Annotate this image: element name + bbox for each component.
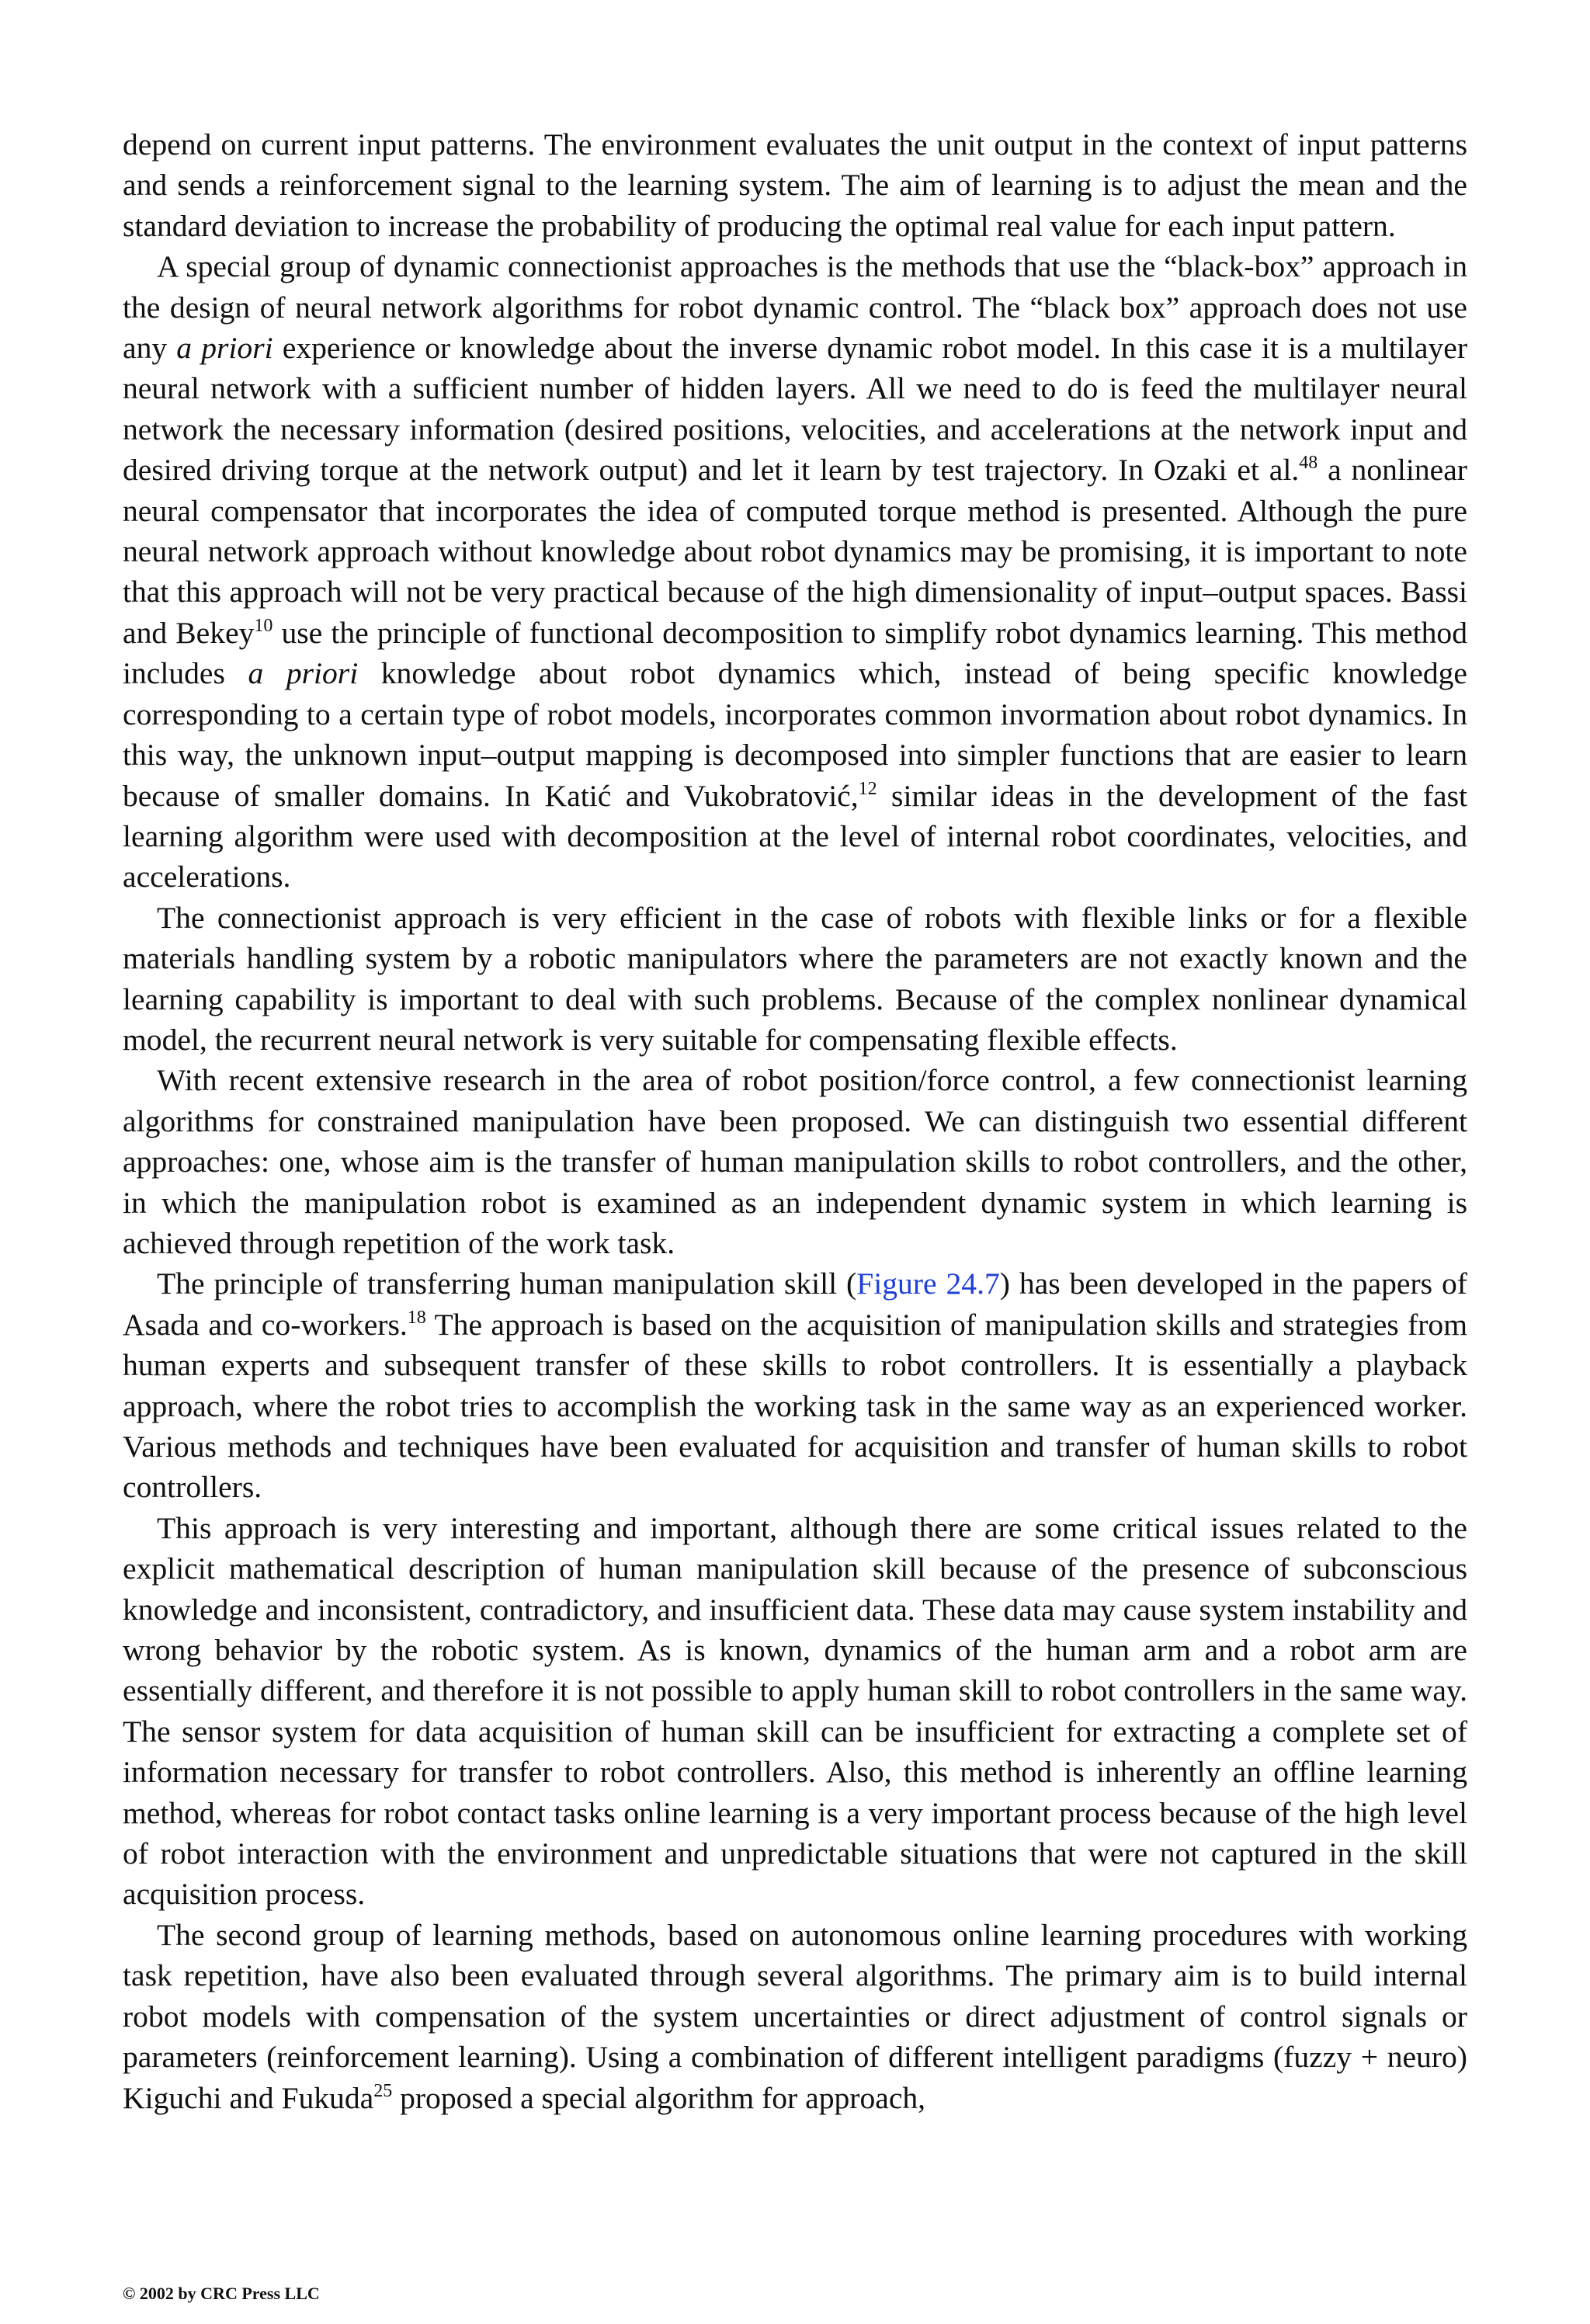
figure-link[interactable]: Figure 24.7: [856, 1266, 1000, 1301]
text-run: use the principle of functional decomposition to simplify robot dynamics learning. This method includes: [123, 615, 1467, 691]
text-run: a nonlinear neural compensator that incorporates the idea of computed torque method is presented. Although the pure neural network approach without knowledge about robot dynamics may be promising, it is important to note that this approach will not be very practical because of the high dimensionality of input–output spaces. Bassi and Bekey: [123, 453, 1467, 650]
paragraph-1: [123, 124, 1467, 246]
text-run: With recent extensive research in the area of robot position/force control, a few connectionist learning algorithms for constrained manipulation have been proposed. We can distinguish two essential different approaches: one, whose aim is the transfer of human manipulation skills to robot controllers, and the other, in which the manipulation robot is examined as an independent dynamic system in which learning is achieved through repetition of the work task.: [123, 1063, 1467, 1260]
text-run: proposed a special algorithm for approach,: [392, 2080, 926, 2115]
text-run: experience or knowledge about the inverse dynamic robot model. In this case it is a multilayer neural network with a sufficient number of hidden layers. All we need to do is feed the multilayer neural network the necessary information (desired positions, velocities, and accelerations at the network input and desired driving torque at the network output) and let it learn by test trajectory. In Ozaki et al.: [123, 331, 1467, 488]
text-run: The second group of learning methods, based on autonomous online learning procedures with working task repetition, have also been evaluated through several algorithms. The primary aim is to build internal robot models with compensation of the system uncertainties or direct adjustment of control signals or parameters (reinforcement learning). Using a combination of different intelligent paradigms (fuzzy + neuro) Kiguchi and Fukuda: [123, 1917, 1467, 2115]
citation-superscript: 18: [407, 1307, 426, 1328]
text-run: ) has been developed in the papers of Asada and co-workers.: [123, 1266, 1467, 1342]
text-run: knowledge about robot dynamics which, instead of being specific knowledge corresponding to a certain type of robot models, incorporates common invormation about robot dynamics. In this way, the unknown input–output mapping is decomposed into simpler functions that are easier to learn because of smaller domains. In Katić and Vukobratović,: [123, 656, 1467, 813]
text-run: depend on current input patterns. The environment evaluates the unit output in the context of input patterns and sends a reinforcement signal to the learning system. The aim of learning is to adjust the mean and the standard deviation to increase the probability of producing the optimal real value for each input pattern.: [123, 127, 1467, 243]
text-run: The connectionist approach is very efficient in the case of robots with flexible links or for a flexible materials handling system by a robotic manipulators where the parameters are not exactly known and the learning capability is important to deal with such problems. Because of the complex nonlinear dynamical model, the recurrent neural network is very suitable for compensating flexible effects.: [123, 900, 1467, 1057]
paragraph-4: [123, 1060, 1467, 1263]
citation-superscript: 10: [254, 615, 273, 636]
citation-superscript: 12: [858, 778, 877, 799]
citation-superscript: 48: [1299, 453, 1318, 474]
text-run: The approach is based on the acquisition of manipulation skills and strategies from human experts and subsequent transfer of these skills to robot controllers. It is essentially a playback approach, where the robot tries to accomplish the working task in the same way as an experienced worker. Various methods and techniques have been evaluated for acquisition and transfer of human skills to robot controllers.: [123, 1307, 1467, 1505]
text-run: similar ideas in the development of the fast learning algorithm were used with decomposition at the level of internal robot coordinates, velocities, and accelerations.: [123, 778, 1467, 895]
copyright-footer: © 2002 by CRC Press LLC: [123, 2284, 320, 2303]
paragraph-6: [123, 1508, 1467, 1915]
paragraph-7: [123, 1915, 1467, 2118]
text-run: The principle of transferring human manipulation skill (: [157, 1266, 857, 1301]
italic-term: a priori: [176, 331, 273, 366]
paragraph-3: [123, 898, 1467, 1061]
page-body: [123, 124, 1467, 2118]
text-run: This approach is very interesting and important, although there are some critical issues related to the explicit mathematical description of human manipulation skill because of the presence of subconscious knowledge and inconsistent, contradictory, and insufficient data. These data may cause system instability and wrong behavior by the robotic system. As is known, dynamics of the human arm and a robot arm are essentially different, and therefore it is not possible to apply human skill to robot controllers in the same way. The sensor system for data acquisition of human skill can be insufficient for extracting a complete set of information necessary for transfer to robot controllers. Also, this method is inherently an offline learning method, whereas for robot contact tasks online learning is a very important process because of the high level of robot interaction with the environment and unpredictable situations that were not captured in the skill acquisition process.: [123, 1510, 1467, 1912]
italic-term: a priori: [248, 656, 359, 691]
text-run: A special group of dynamic connectionist approaches is the methods that use the “black-box” approach in the design of neural network algorithms for robot dynamic control. The “black box” approach does not use any: [123, 249, 1467, 366]
citation-superscript: 25: [373, 2080, 393, 2101]
paragraph-2: [123, 246, 1467, 898]
paragraph-5: [123, 1263, 1467, 1507]
